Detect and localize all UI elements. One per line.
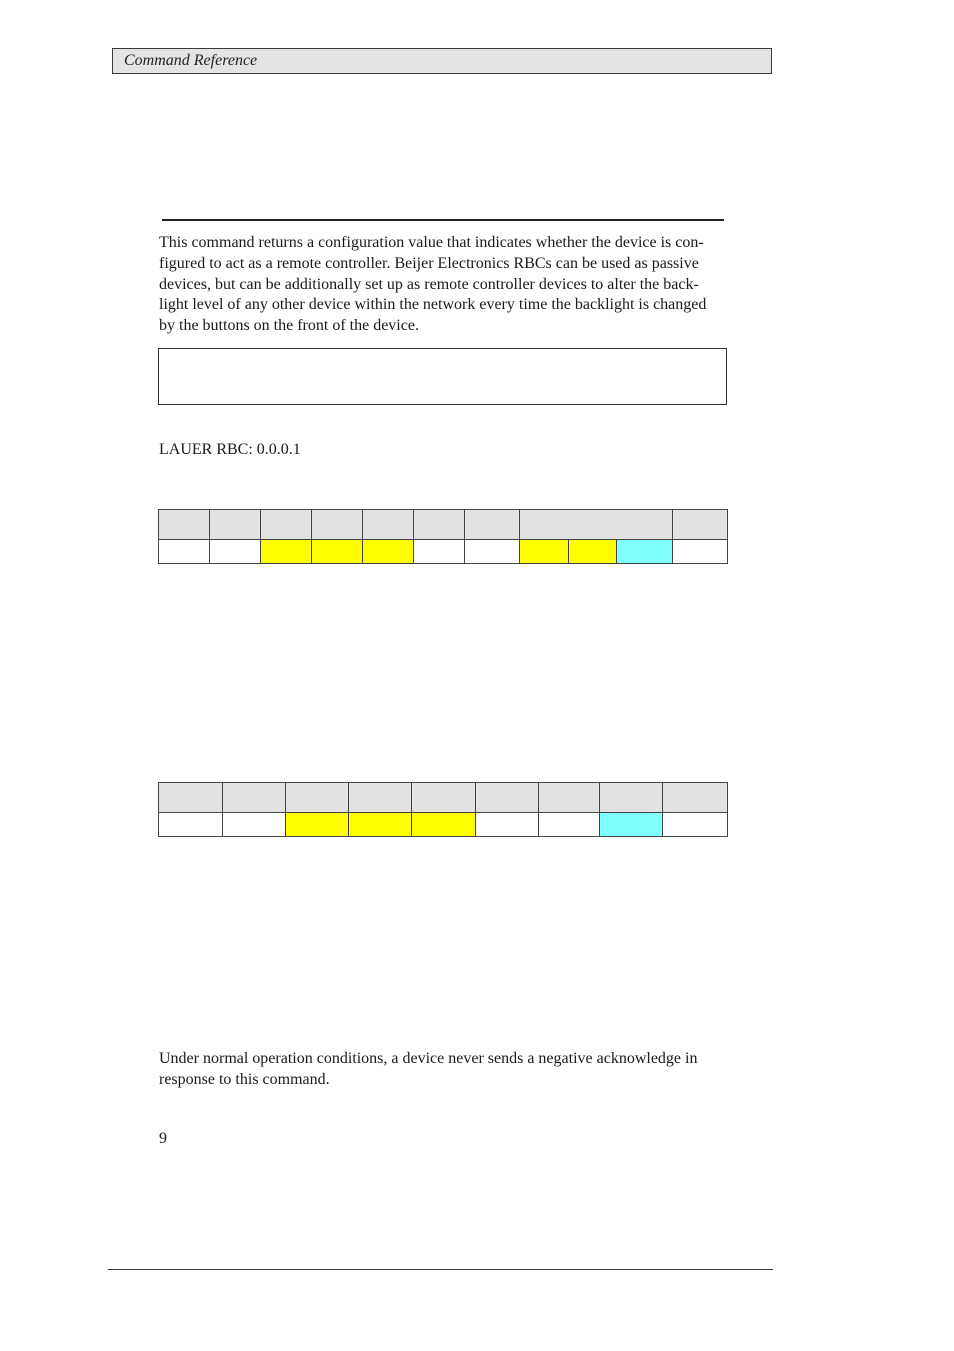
nak-note-line: Under normal operation conditions, a device never sends a negative acknowledge in [159, 1050, 698, 1067]
syntax-box [158, 348, 727, 405]
footer-rule [108, 1269, 773, 1270]
data-cell [412, 813, 476, 837]
data-cell [569, 540, 617, 564]
data-cell [465, 540, 520, 564]
description-line: figured to act as a remote controller. Beijer Electronics RBCs can be used as passive [159, 254, 699, 272]
description-line: devices, but can be additionally set up as remote controller devices to alter the back- [159, 275, 699, 293]
header-cell [465, 510, 520, 540]
header-cell [414, 510, 465, 540]
section-rule [162, 219, 724, 221]
header-cell [210, 510, 261, 540]
header-cell [261, 510, 312, 540]
header-cell [476, 783, 539, 813]
data-cell [663, 813, 728, 837]
header-cell [663, 783, 728, 813]
data-cell [261, 540, 312, 564]
data-cell [617, 540, 673, 564]
command-frame-data-row [159, 540, 728, 564]
data-cell [312, 540, 363, 564]
running-header-title: Command Reference [124, 52, 258, 69]
data-cell [159, 540, 210, 564]
command-frame-header-row [159, 510, 728, 540]
data-cell [600, 813, 663, 837]
data-cell [223, 813, 286, 837]
data-cell [210, 540, 261, 564]
nak-note-paragraph [159, 1049, 727, 1091]
response-frame-table [158, 782, 728, 837]
command-frame-table [158, 509, 728, 564]
response-frame-data-row [159, 813, 728, 837]
header-cell [223, 783, 286, 813]
description-line: This command returns a configuration value that indicates whether the device is con- [159, 234, 704, 251]
header-cell [673, 510, 728, 540]
description-line: light level of any other device within the network every time the backlight is changed [159, 296, 707, 314]
header-cell [600, 783, 663, 813]
header-cell [412, 783, 476, 813]
data-cell [349, 813, 412, 837]
running-header [112, 48, 772, 74]
data-cell [286, 813, 349, 837]
data-cell [159, 813, 223, 837]
data-cell [673, 540, 728, 564]
header-cell [159, 783, 223, 813]
data-cell [414, 540, 465, 564]
header-cell [539, 783, 600, 813]
data-cell [363, 540, 414, 564]
data-cell [476, 813, 539, 837]
header-cell [349, 783, 412, 813]
data-cell [520, 540, 569, 564]
data-cell [539, 813, 600, 837]
header-cell [520, 510, 673, 540]
header-cell [159, 510, 210, 540]
page-number: 9 [159, 1130, 167, 1147]
nak-note-line: response to this command. [159, 1070, 330, 1088]
example-label: LAUER RBC: 0.0.0.1 [159, 441, 301, 458]
header-cell [312, 510, 363, 540]
description-line: by the buttons on the front of the device. [159, 317, 419, 335]
response-frame-header-row [159, 783, 728, 813]
header-cell [363, 510, 414, 540]
header-cell [286, 783, 349, 813]
description-paragraph [159, 233, 727, 337]
